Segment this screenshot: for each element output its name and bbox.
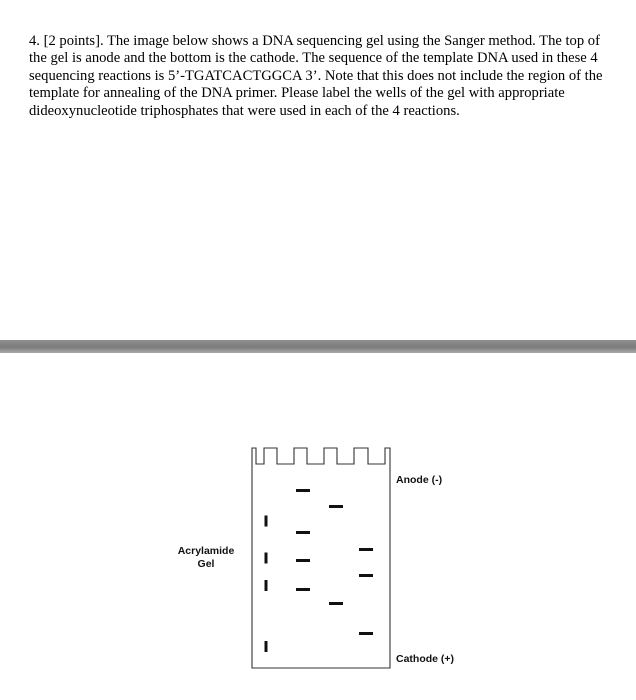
gel-band xyxy=(359,548,373,551)
acrylamide-label-line1: Acrylamide xyxy=(177,545,235,557)
gel-band xyxy=(265,553,268,564)
lane-3-bands xyxy=(329,505,343,605)
gel-band xyxy=(359,632,373,635)
cathode-label: Cathode (+) xyxy=(396,653,455,665)
acrylamide-label-line2: Gel xyxy=(197,558,215,570)
gel-band xyxy=(296,531,310,534)
gel-band xyxy=(296,588,310,591)
gel-band xyxy=(265,641,268,652)
gel-band xyxy=(296,489,310,492)
gel-band xyxy=(265,516,268,527)
gel-band xyxy=(329,505,343,508)
acrylamide-gel-label xyxy=(166,545,246,571)
gel-band xyxy=(265,580,268,591)
lane-4-bands xyxy=(359,548,373,635)
question-text: 4. [2 points]. The image below shows a DNA sequencing gel using the Sanger method. The top of the gel is anode and the bottom is the cathode. The sequence of the template DNA used in these 4 sequencing reactions is 5’-TGATCACTGGCA 3’. Note that this does not include the region of the template for annealing of the DNA primer. Please label the wells of the gel with appropriate dideoxynucleotide triphosphates that were used in each of the 4 reactions. xyxy=(29,33,603,119)
gel-band xyxy=(329,602,343,605)
lane-2-bands xyxy=(296,489,310,591)
lane-1-bands xyxy=(265,516,268,653)
anode-label: Anode (-) xyxy=(396,474,443,486)
gel-band xyxy=(359,574,373,577)
gel-band xyxy=(296,559,310,562)
